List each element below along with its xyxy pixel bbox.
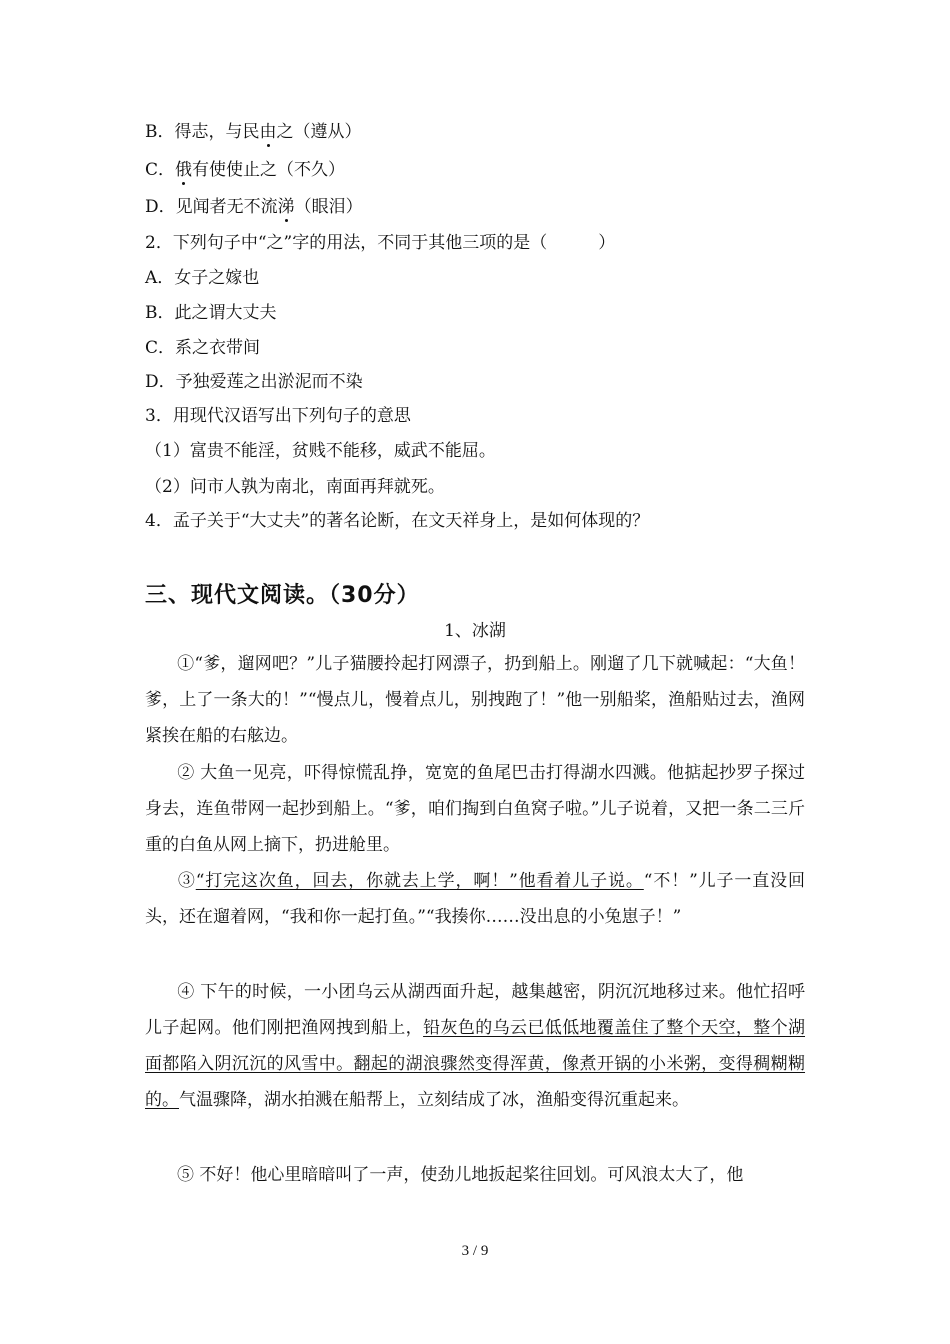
question-2: 2．下列句子中“之”字的用法，不同于其他三项的是（ ） (145, 233, 616, 253)
paragraph-text: ② 大鱼一见亮，吓得惊慌乱挣，宽宽的鱼尾巴击打得湖水四溅。他掂起抄罗子探过身去，连鱼带网一起抄到船上。“爹，咱们掏到白鱼窝子啦。”儿子说着，又把一条二三斤重的白鱼从网上摘下，扔进舱里。 (145, 763, 805, 855)
option-d-top (145, 196, 363, 218)
underlined-sentence: 翻起的湖浪骤然变得浑黄，像煮开锅的小米粥，变得稠糊糊的。 (145, 1054, 806, 1110)
paragraph-number: ③ (177, 871, 196, 891)
option-c-top (145, 159, 345, 181)
paragraph-1 (145, 646, 805, 754)
option-text: 有使使止之（不久） (192, 160, 346, 180)
page-number: 3 / 9 (461, 1243, 489, 1259)
paragraph-4 (145, 974, 805, 1118)
section-title: 三、现代文阅读。（30分） (145, 583, 420, 608)
q2-option-a: A．女子之嫁也 (145, 268, 260, 288)
q3-sentence-1: （1）富贵不能淫，贫贱不能移，威武不能屈。 (145, 441, 496, 461)
paragraph-5 (145, 1157, 805, 1193)
question-4: 4．孟子关于“大丈夫”的著名论断，在文天祥身上，是如何体现的？ (145, 511, 650, 531)
underlined-sentence: “打完这次鱼，回去，你就去上学，啊！”他看着儿子说。 (195, 871, 644, 891)
paragraph-text: ⑤ 不好！他心里暗暗叫了一声，使劲儿地扳起桨往回划。可风浪太大了，他 (177, 1165, 744, 1185)
paragraph-2 (145, 755, 805, 863)
paragraph-text: ①“爹，遛网吧？”儿子猫腰拎起打网漂子，扔到船上。刚遛了几下就喊起：“大鱼！爹，上了一条大的！”“慢点儿，慢着点儿，别拽跑了！”他一别船桨，渔船贴过去，渔网紧挨在船的右舷边。 (145, 654, 805, 746)
option-text: C． (145, 160, 176, 180)
question-3: 3．用现代汉语写出下列句子的意思 (145, 406, 411, 426)
q2-option-b: B．此之谓大丈夫 (145, 303, 277, 323)
paragraph-text: ④ 下午的时候，一小团乌云从湖西面升起，越集越密，阴沉沉地移过来。他忙招呼儿子起网。他们刚把渔网拽到船上， (145, 982, 805, 1038)
q3-sentence-2: （2）问市人孰为南北，南面再拜就死。 (145, 477, 445, 497)
underlined-sentence: 铅灰色的乌云已低低地覆盖住了整个天空，整个湖面都陷入阴沉沉的风雪中。 (145, 1018, 806, 1074)
emphasis-char: 由 (259, 122, 277, 142)
q2-option-d: D．予独爱莲之出淤泥而不染 (145, 372, 363, 392)
option-b-top (145, 121, 362, 143)
q2-option-c: C．系之衣带间 (145, 338, 261, 358)
paragraph-text: 气温骤降，湖水拍溅在船帮上，立刻结成了冰，渔船变得沉重起来。 (179, 1090, 689, 1110)
paragraph-text: “不！”儿子一直没回头，还在遛着网，“我和你一起打鱼。”“我揍你……没出息的小兔崽子！” (145, 871, 805, 927)
article-title: 1、冰湖 (444, 621, 506, 641)
paragraph-3 (145, 863, 805, 935)
option-text: B．得志，与民 (145, 122, 260, 142)
option-text: 之（遵从） (276, 122, 362, 142)
option-text: D．见闻者无不流 (145, 197, 278, 217)
emphasis-char: 涕 (277, 197, 295, 217)
emphasis-char: 俄 (175, 160, 193, 180)
option-text: （眼泪） (294, 197, 363, 217)
